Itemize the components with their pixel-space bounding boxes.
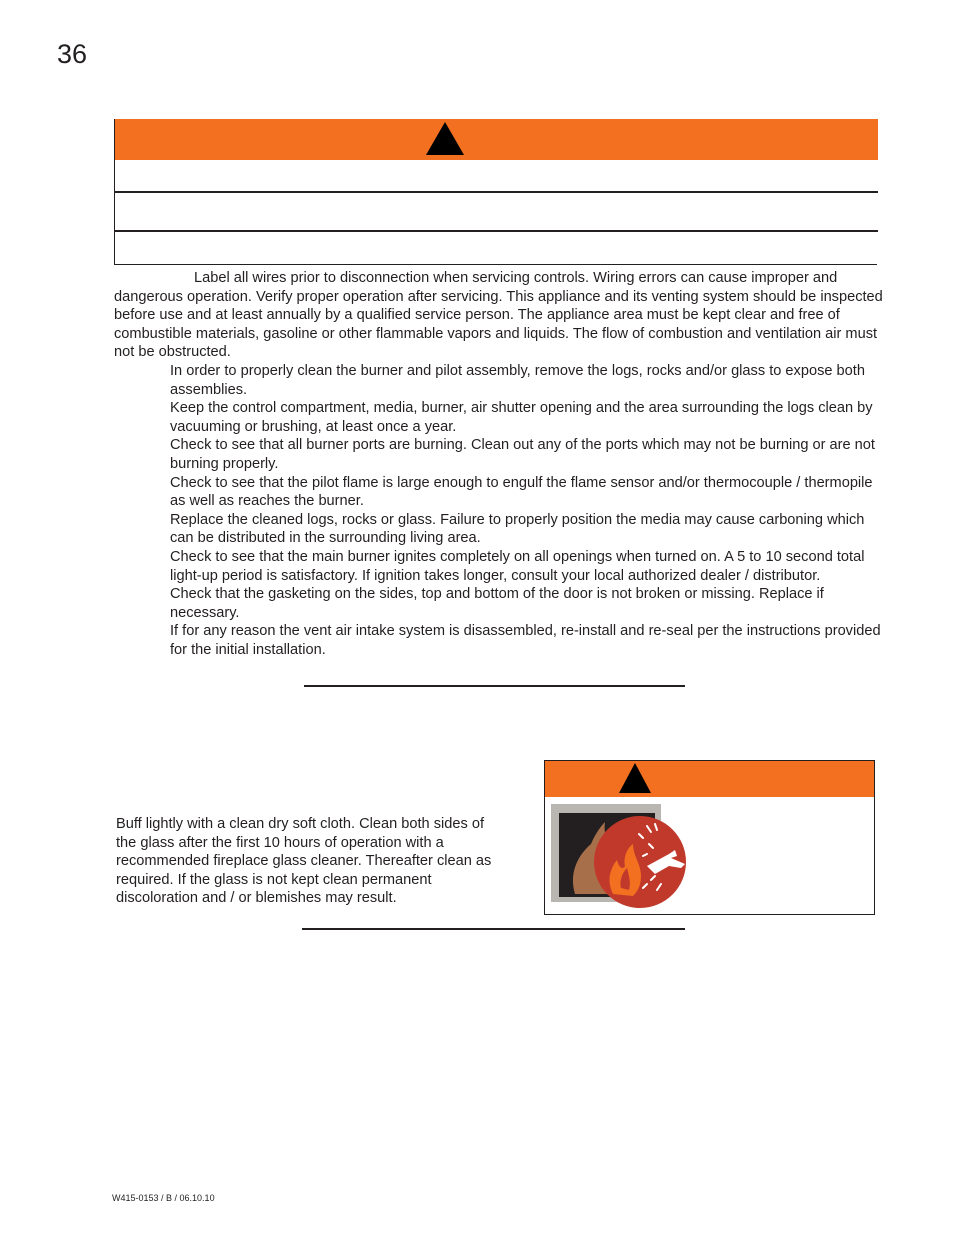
maintenance-list — [170, 362, 890, 660]
document-code: W415-0153 / B / 06.10.10 — [112, 1193, 215, 1203]
warning-triangle-icon — [619, 763, 651, 793]
intro-paragraph — [114, 269, 884, 362]
list-item: Replace the cleaned logs, rocks or glass. Failure to properly position the media may cause carboning which can be distributed in the surrounding living area. — [170, 511, 865, 547]
section-divider — [302, 928, 685, 930]
list-item: In order to properly clean the burner and pilot assembly, remove the logs, rocks and/or glass to expose both assemblies. — [170, 363, 865, 398]
warning-row — [115, 160, 878, 193]
section-divider — [304, 685, 685, 687]
glass-cleaning-text: Buff lightly with a clean dry soft cloth. Clean both sides of the glass after the first 10 hours of operation with a recommended fireplace glass cleaner. Thereafter clean as required. If the glass is not kept clean permanent discoloration and / or blemishes may result. — [116, 816, 492, 907]
intro-paragraph-text: Label all wires prior to disconnection when servicing controls. Wiring errors can cause improper and dangerous operation. Verify proper operation after servicing. This appliance and its venting system should be inspected before use and at least annually by a qualified service person. The appliance area must be kept clear and free of combustible materials, gasoline or other flammable vapors and liquids. The flow of combustion and ventilation air must not be obstructed. — [114, 270, 883, 361]
warning-header — [115, 119, 878, 160]
hot-glass-burn-icon — [551, 804, 691, 912]
list-item: Keep the control compartment, media, burner, air shutter opening and the area surrounding the logs clean by vacuuming or brushing, at least once a year. — [170, 400, 873, 435]
list-item: If for any reason the vent air intake system is disassembled, re-install and re-seal per the instructions provided for the initial installation. — [170, 623, 881, 658]
warning-header — [545, 761, 874, 797]
hot-glass-warning-box — [544, 760, 875, 915]
list-item: Check to see that the pilot flame is large enough to engulf the flame sensor and/or thermocouple / thermopile as well as reaches the burner. — [170, 474, 873, 510]
page-number: 36 — [57, 39, 88, 69]
list-item: Check that the gasketing on the sides, top and bottom of the door is not broken or missing. Replace if necessary. — [170, 586, 824, 621]
list-item: Check to see that the main burner ignites completely on all openings when turned on. A 5 to 10 second total light-up period is satisfactory. If ignition takes longer, consult your local authorized dealer / distributor. — [170, 548, 865, 584]
warning-table — [114, 119, 877, 265]
warning-row — [115, 193, 878, 232]
list-item: Check to see that all burner ports are burning. Clean out any of the ports which may not be burning or are not burning properly. — [170, 437, 875, 472]
warning-triangle-icon — [426, 122, 464, 155]
